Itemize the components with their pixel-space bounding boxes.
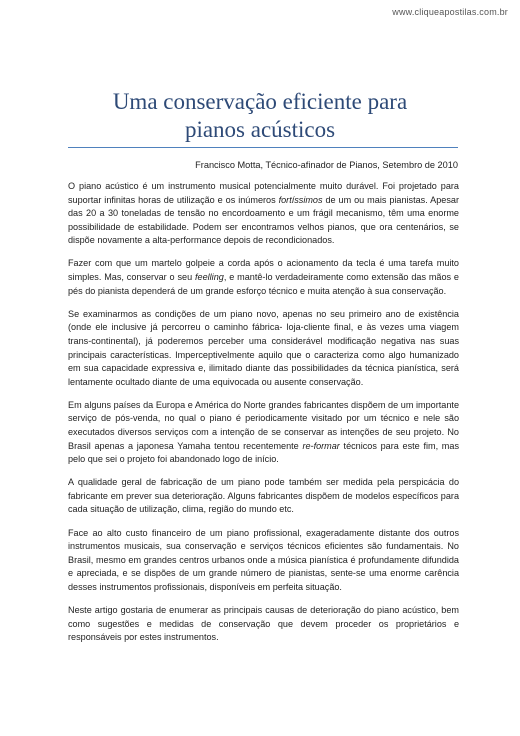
title-line-2: pianos acústicos [184,117,336,142]
page-title [0,88,520,144]
emphasis: fortíssimos [278,194,323,205]
emphasis: feelling [195,272,224,283]
byline: Francisco Motta, Técnico-afinador de Pianos, Setembro de 2010 [195,160,458,170]
paragraph: Se examinarmos as condições de um piano novo, apenas no seu primeiro ano de existência (onde ele inclusive já percorreu o caminho fábrica- loja-cliente final, e às vezes uma viagem trans-continental), já poderemos perceber uma considerável modificação negativa nas suas principais características. Imperceptivelmente aquilo que o caracteriza como algo humanizado em sua capacidade expressiva e, ilimitado diante das possibilidades da técnica pianística, será lentamente ocultado diante de uma equivocada ou ausente conservação. [68,308,459,387]
paragraph: A qualidade geral de fabricação de um piano pode também ser medida pela perspicácia do fabricante em prever sua deterioração. Alguns fabricantes dispõem de modelos específicos para cada situação de utilização, clima, região do mundo etc. [68,477,459,515]
paragraph: Fazer com que um martelo golpeie a corda após o acionamento da tecla é uma tarefa muito simples. Mas, conservar o seu feelling, e mantê-lo verdadeiramente como extensão das mãos e pés do pianista dependerá de um grande esforço técnico e muita atenção à sua conservação. [68,258,459,296]
article-body [68,180,459,654]
site-url: www.cliqueapostilas.com.br [392,7,508,17]
paragraph: O piano acústico é um instrumento musical potencialmente muito durável. Foi projetado para suportar infinitas horas de utilização e os inúmeros fortíssimos de um ou mais pianistas. Apesar das 20 a 30 toneladas de tensão no encordoamento e um frágil mecanismo, têm uma enorme possibilidade de estabilidade. Podem ser encontramos velhos pianos, que ora centenários, se dispõe novamente a alta-performance depois de recondicionados. [68,181,459,246]
paragraph: Face ao alto custo financeiro de um piano profissional, exageradamente distante dos outros instrumentos musicais, sua conservação e serviços técnicos eficientes são fundamentais. No Brasil, mesmo em grandes centros urbanos onde a música pianística é profundamente difundida e apreciada, e se dispões de um grande número de pianistas, sente-se uma enorme carência desses instrumentos profissionais, disponíveis em perfeita situação. [68,527,459,592]
title-divider [68,147,458,148]
paragraph: Em alguns países da Europa e América do Norte grandes fabricantes dispõem de um importante serviço de pós-venda, no qual o piano é periodicamente visitado por um técnico e nele são executados diversos serviços com a intenção de se conservar as intenções de seu projeto. No Brasil apenas a japonesa Yamaha tentou recentemente re-formar técnicos para este fim, mas pelo que sei o projeto foi abandonado logo de início. [68,399,459,465]
title-line-1: Uma conservação eficiente para [112,89,408,114]
paragraph: Neste artigo gostaria de enumerar as principais causas de deterioração do piano acústico, bem como sugestões e medidas de conservação que devem proceder os proprietários e responsáveis por estes instrumentos. [68,605,459,643]
emphasis: re-formar [302,440,340,451]
